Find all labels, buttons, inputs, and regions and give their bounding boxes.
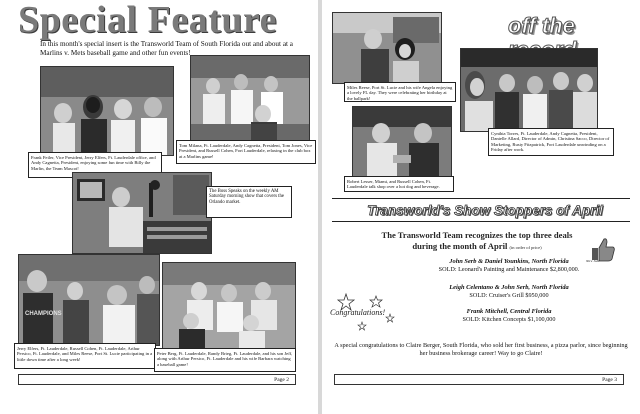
- photo-family-game: [162, 262, 296, 350]
- photo-talk-shop: [352, 106, 452, 180]
- left-page: [0, 0, 318, 400]
- award-1: [414, 258, 604, 273]
- right-page: [322, 0, 640, 400]
- nice-job-label: Nice Job!: [586, 259, 600, 263]
- award-2-sold: SOLD: Cruiser's Grill $950,000: [469, 291, 549, 299]
- award-1-sold: SOLD: Leonard's Painting and Maintenance $2,800,000.: [438, 265, 580, 273]
- award-3-names: Frank Mitchell, Central Florida: [466, 308, 552, 315]
- section-divider-top: [332, 198, 630, 199]
- svg-text:CHAMPIONS: CHAMPIONS: [25, 311, 62, 317]
- special-congrats-text: A special congratulations to Claire Berger, South Florida, who sold her first business, a pizza parlor, since beginning her business brokerage career! Way to go Claire!: [334, 342, 628, 357]
- caption-friday: Cynthia Torres, Ft. Lauderdale, Andy Cagnetta, President, Danielle Allard, Director of Admin, Christina Sacco, Director of Marketing, Rusty Fitzpatrick, Fort Lauderdale unwinding on a Friday after work.: [488, 128, 614, 156]
- caption-birthday: Miles Reese, Port St. Lucie and his wife Angela enjoying a lovely FL day. They were celebrating her birthday at the ballpark!: [344, 82, 456, 102]
- off-the-record-title: off the: [508, 13, 575, 38]
- caption-boss: The Boss Speaks on the weekly AM Saturday morning show that covers the Orlando market.: [206, 186, 292, 218]
- caption-marlins: Frank Feiler, Vice President, Jerry Elfers, Ft. Lauderdale office, and Andy Cagnetta, President, enjoying some fun time with Billy the Marlin, the Team Mascot!: [28, 152, 162, 178]
- caption-group: Jerry Elfers, Ft. Lauderdale, Russell Cohen, Ft. Lauderdale, Arthur Persico, Ft. Lauderdale, and Miles Reese, Port St. Lucie participating in a little down time after a long week!: [14, 343, 156, 369]
- right-footer: [334, 374, 624, 385]
- caption-family: Peter Berg, Ft. Lauderdale, Randy Brieg, Ft. Lauderdale, and his son Jeff, along with Arthur Persico, Ft. Lauderdale and his wife Barbara watching a baseball game!: [154, 348, 296, 372]
- award-2: [414, 284, 604, 299]
- page-number-left: Page 2: [274, 377, 289, 383]
- photo-birthday: [332, 12, 442, 84]
- award-3-sold: SOLD: Kitchen Concepts $1,100,000: [462, 315, 556, 323]
- caption-talk-shop: Robert Lesser, Miami, and Russell Cohen, Ft. Lauderdale talk shop over a hot dog and beverage.: [344, 176, 454, 192]
- photo-marlins-mascot: [40, 66, 174, 156]
- page-number-right: Page 3: [602, 377, 617, 383]
- recognition-text: [372, 230, 582, 253]
- photo-friday-team: [460, 48, 598, 132]
- caption-club-box: Tom Milana, Ft. Lauderdale, Andy Cagnetta, President, Tom Jones, Vice President, and Russell Cohen, Fort Lauderdale, relaxing in the club box at a Marlins game!: [176, 140, 316, 164]
- award-3: [414, 308, 604, 323]
- recognition-main: The Transworld Team recognizes the top three deals during the month of April: [381, 230, 573, 251]
- photo-club-box: [190, 55, 310, 143]
- award-1-names: John Serb & Daniel Younkins, North Florida: [449, 258, 569, 265]
- award-2-names: Leigh Celentano & John Serb, North Florida: [449, 284, 569, 291]
- intro-text: In this month's special insert is the Transworld Team of South Florida out and about at a Marlins v. Mets baseball game and other fun events!: [40, 40, 293, 57]
- recognition-note: (in order of price): [509, 244, 542, 250]
- section-divider-bottom: [332, 221, 630, 222]
- photo-radio-show: [72, 172, 212, 254]
- special-feature-title: Special Feature: [18, 0, 278, 41]
- photo-group-downtime: [18, 254, 160, 346]
- left-footer: [18, 374, 296, 385]
- congratulations-text: Congratulations!: [330, 308, 386, 317]
- show-stoppers-title: Transworld's Show Stoppers of April: [367, 203, 603, 218]
